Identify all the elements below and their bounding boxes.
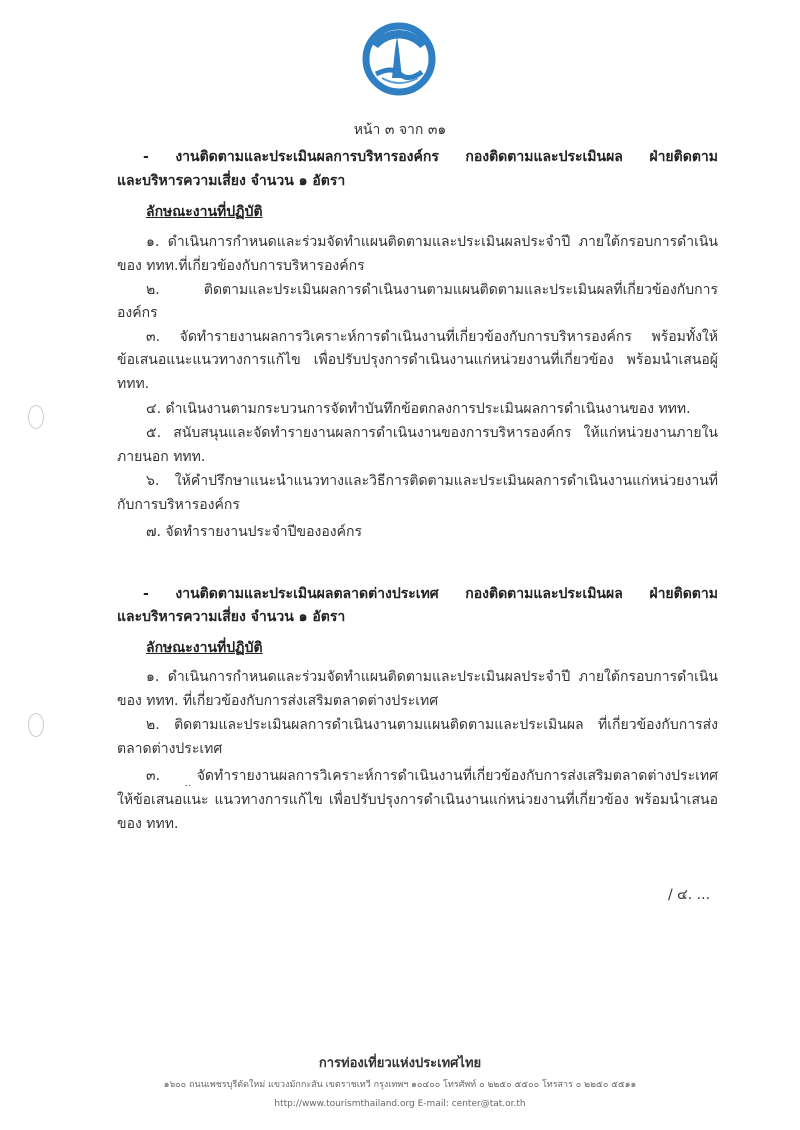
list-item: ภายนอก ททท.: [117, 449, 206, 465]
list-item: ๓. จัดทำรายงานผลการวิเคราะห์การดำเนินงานที่เกี่ยวข้องกับการบริหารองค์กร พร้อมทั้งให้: [146, 329, 718, 345]
continuation-marker: / ๔. ...: [668, 887, 711, 903]
subheading: ลักษณะงานที่ปฏิบัติ: [146, 640, 263, 656]
list-item: ตลาดต่างประเทศ: [117, 741, 223, 757]
list-item: ๑. ดำเนินการกำหนดและร่วมจัดทำแผนติดตามและประเมินผลประจำปี ภายใต้กรอบการดำเนิน: [146, 669, 718, 685]
list-item: ๖. ให้คำปรึกษาแนะนำแนวทางและวิธีการติดตามและประเมินผลการดำเนินงานแก่หน่วยงานที่: [146, 473, 718, 489]
list-item: ของ ททท.: [117, 816, 179, 832]
list-item: ๓. จัดทำรายงานผลการวิเคราะห์การดำเนินงานที่เกี่ยวข้องกับการส่งเสริมตลาดต่างประเทศ: [146, 768, 718, 784]
list-item: ๑. ดำเนินการกำหนดและร่วมจัดทำแผนติดตามและประเมินผลประจำปี ภายใต้กรอบการดำเนิน: [146, 234, 718, 250]
footer-address: ๑๖๐๐ ถนนเพชรบุรีตัดใหม่ แขวงมักกะสัน เขตราชเทวี กรุงเทพฯ ๑๐๔๐๐ โทรศัพท์ ๐ ๒๒๕๐ ๕๕๐๐ โทรสาร ๐ ๒๒๕๐ ๕๕๑๑: [163, 1080, 637, 1090]
list-item: ของ ททท.ที่เกี่ยวข้องกับการบริหารองค์กร: [117, 258, 365, 274]
tat-logo: [362, 22, 436, 96]
list-item: ๗. จัดทำรายงานประจำปีขององค์กร: [146, 524, 362, 540]
list-item: ของ ททท. ที่เกี่ยวข้องกับการส่งเสริมตลาดต่างประเทศ: [117, 693, 439, 709]
list-item: ๒. ติดตามและประเมินผลการดำเนินงานตามแผนติดตามและประเมินผลที่เกี่ยวข้องกับการ: [146, 282, 718, 298]
list-item: ททท.: [117, 376, 150, 392]
section-title: - งานติดตามและประเมินผลตลาดต่างประเทศ กองติดตามและประเมินผล ฝ่ายติดตาม: [143, 586, 718, 602]
punch-hole: [28, 713, 44, 737]
list-item: กับการบริหารองค์กร: [117, 497, 240, 513]
page-number: หน้า ๓ จาก ๓๑: [353, 122, 447, 138]
list-item: ๒. ติดตามและประเมินผลการดำเนินงานตามแผนติดตามและประเมินผล ที่เกี่ยวข้องกับการส่ง: [146, 717, 718, 733]
footer-contact: http://www.tourismthailand.org E-mail: center@tat.or.th: [274, 1099, 526, 1109]
list-item: ๕. สนับสนุนและจัดทำรายงานผลการดำเนินงานของการบริหารองค์กร ให้แก่หน่วยงานภายใน: [146, 425, 718, 441]
section-title: และบริหารความเสี่ยง จำนวน ๑ อัตรา: [117, 609, 346, 625]
list-item: ให้ข้อเสนอแนะ แนวทางการแก้ไข เพื่อปรับปรุงการดำเนินงานแก่หน่วยงานที่เกี่ยวข้อง พร้อมนำเสนอ: [117, 792, 718, 808]
list-item: องค์กร: [117, 305, 158, 321]
section-title: และบริหารความเสี่ยง จำนวน ๑ อัตรา: [117, 173, 346, 189]
list-item: ข้อเสนอแนะแนวทางการแก้ไข เพื่อปรับปรุงการดำเนินงานแก่หน่วยงานที่เกี่ยวข้อง พร้อมนำเสนอผู้: [117, 352, 718, 368]
list-item: ๔. ดำเนินงานตามกระบวนการจัดทำบันทึกข้อตกลงการประเมินผลการดำเนินงานของ ททท.: [146, 401, 691, 417]
footer-org-name: การท่องเที่ยวแห่งประเทศไทย: [318, 1056, 482, 1071]
section-title: - งานติดตามและประเมินผลการบริหารองค์กร กองติดตามและประเมินผล ฝ่ายติดตาม: [143, 149, 718, 165]
subheading: ลักษณะงานที่ปฏิบัติ: [146, 204, 263, 220]
punch-hole: [28, 405, 44, 429]
